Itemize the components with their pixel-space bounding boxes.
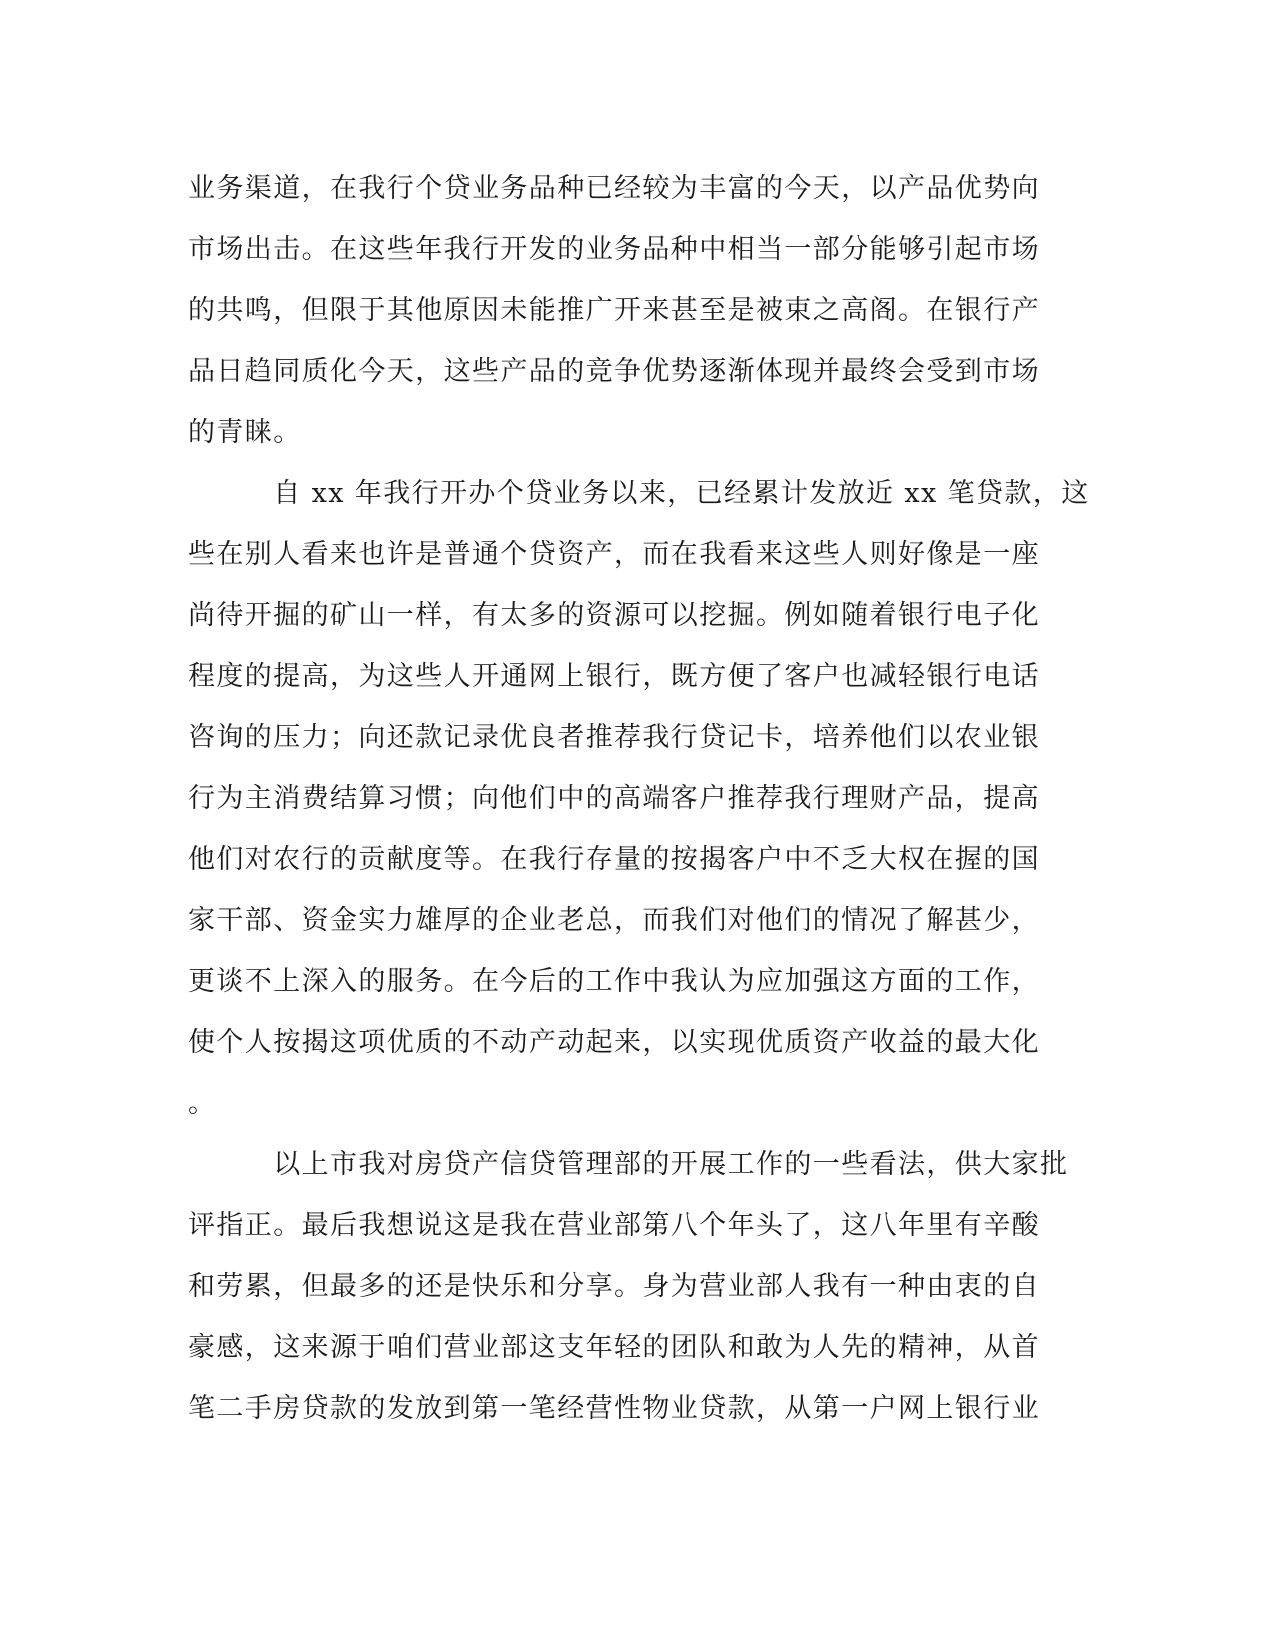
- text-line: 些在别人看来也许是普通个贷资产，而在我看来这些人则好像是一座: [188, 539, 1040, 570]
- text-line: 以上市我对房贷产信贷管理部的开展工作的一些看法，供大家批: [188, 1149, 1069, 1180]
- text-line: 使个人按揭这项优质的不动产动起来，以实现优质资产收益的最大化: [188, 1027, 1040, 1058]
- text-line: 程度的提高，为这些人开通网上银行，既方便了客户也减轻银行电话: [188, 661, 1040, 692]
- text-line: 豪感，这来源于咱们营业部这支年轻的团队和敢为人先的精神，从首: [188, 1332, 1040, 1363]
- text-line: 家干部、资金实力雄厚的企业老总，而我们对他们的情况了解甚少，: [188, 905, 1040, 936]
- text-line: 。: [188, 1088, 217, 1119]
- text-line: 的共鸣，但限于其他原因未能推广开来甚至是被束之高阁。在银行产: [188, 295, 1040, 326]
- text-line: 自 xx 年我行开办个贷业务以来，已经累计发放近 xx 笔贷款，这: [188, 478, 1090, 509]
- text-line: 业务渠道，在我行个贷业务品种已经较为丰富的今天，以产品优势向: [188, 173, 1040, 204]
- text-line: 尚待开掘的矿山一样，有太多的资源可以挖掘。例如随着银行电子化: [188, 600, 1040, 631]
- text-line: 品日趋同质化今天，这些产品的竞争优势逐渐体现并最终会受到市场: [188, 356, 1040, 387]
- text-line: 市场出击。在这些年我行开发的业务品种中相当一部分能够引起市场: [188, 234, 1040, 265]
- text-line: 咨询的压力；向还款记录优良者推荐我行贷记卡，培养他们以农业银: [188, 722, 1040, 753]
- document-body: [188, 158, 1090, 1439]
- text-line: 行为主消费结算习惯；向他们中的高端客户推荐我行理财产品，提高: [188, 783, 1040, 814]
- text-line: 更谈不上深入的服务。在今后的工作中我认为应加强这方面的工作，: [188, 966, 1040, 997]
- text-line: 评指正。最后我想说这是我在营业部第八个年头了，这八年里有辛酸: [188, 1210, 1040, 1241]
- text-line: 笔二手房贷款的发放到第一笔经营性物业贷款，从第一户网上银行业: [188, 1393, 1040, 1424]
- text-line: 和劳累，但最多的还是快乐和分享。身为营业部人我有一种由衷的自: [188, 1271, 1040, 1302]
- text-line: 他们对农行的贡献度等。在我行存量的按揭客户中不乏大权在握的国: [188, 844, 1040, 875]
- text-line: 的青睐。: [188, 417, 302, 448]
